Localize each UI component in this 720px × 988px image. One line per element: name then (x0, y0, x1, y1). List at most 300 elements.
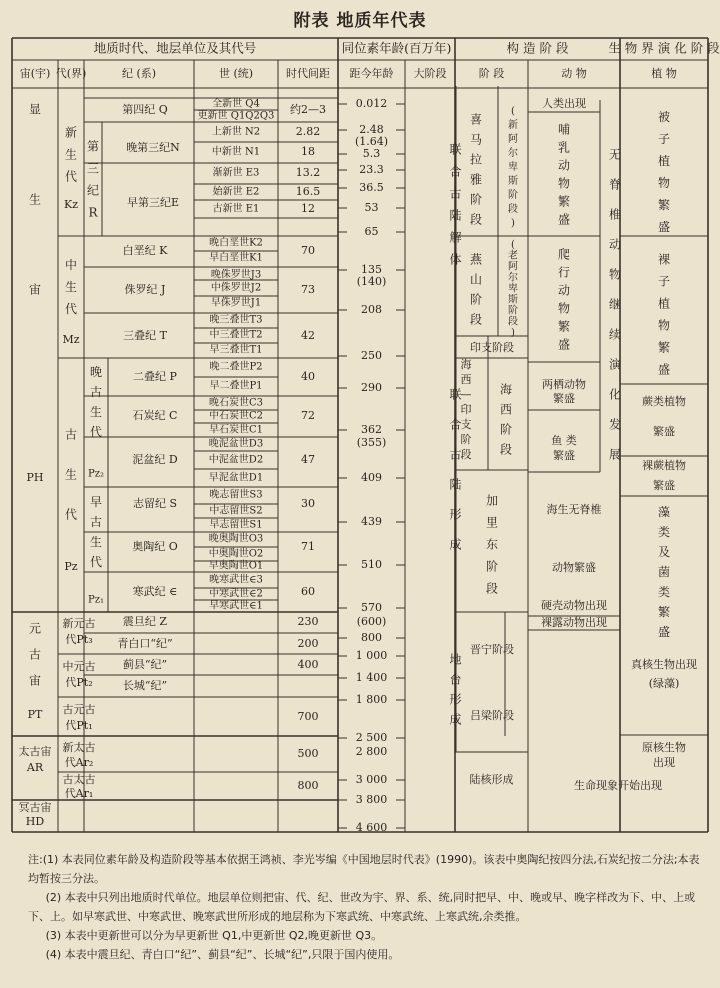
era-code-pt2: 代Pt₂ (65, 676, 93, 689)
age-26: 3 000 (355, 773, 388, 786)
age-22: 1 400 (355, 671, 388, 684)
svg-text:早: 早 (89, 495, 103, 509)
bio-naked: 裸露动物出现 (541, 616, 607, 629)
header-geologic-time: 地质时代、地层单位及其代号 (93, 40, 257, 56)
period-ordovician: 奥陶纪 O (132, 540, 178, 553)
svg-text:): ) (511, 327, 515, 339)
interval-10: 30 (301, 497, 315, 510)
svg-text:陆: 陆 (449, 208, 462, 223)
period-permian: 二叠纪 P (133, 370, 177, 383)
epoch-22: 早泥盆世D1 (208, 472, 264, 484)
svg-text:繁: 繁 (557, 319, 571, 334)
epoch-31: 早寒武世∈1 (209, 600, 263, 612)
epoch-30: 中寒武世∈2 (209, 588, 263, 600)
bio-eukaryotes: 真核生物出现 (631, 658, 697, 671)
svg-text:古: 古 (449, 186, 462, 201)
bio-shelled: 硬壳动物出现 (541, 599, 607, 612)
epoch-7: 晚白垩世K2 (209, 237, 263, 249)
age-23: 1 800 (355, 693, 388, 706)
interval-11: 71 (301, 540, 315, 553)
era-code-pz: Pz (64, 560, 78, 573)
period-tertiary (87, 140, 99, 220)
interval-7: 40 (301, 370, 315, 383)
svg-text:晚: 晚 (89, 365, 103, 379)
svg-text:东: 东 (485, 537, 499, 552)
svg-text:续: 续 (608, 327, 622, 342)
footnote-3: (3) 本表中更新世可以分为早更新世 Q1,中更新世 Q2,晚更新世 Q3。 (45, 929, 383, 942)
svg-text:盛: 盛 (657, 220, 671, 234)
svg-text:段: 段 (469, 312, 483, 327)
svg-text:段: 段 (508, 316, 518, 328)
header-major-stage: 大阶段 (413, 67, 447, 80)
svg-text:地: 地 (449, 652, 462, 667)
svg-text:生: 生 (89, 405, 103, 419)
svg-text:第: 第 (86, 139, 100, 154)
interval-q: 约2—3 (290, 103, 326, 116)
svg-text:三: 三 (86, 161, 100, 176)
era-code-pt3: 代Pt₃ (65, 633, 93, 646)
age-2: (1.64) (354, 135, 389, 148)
epoch-8: 早白垩世K1 (209, 252, 263, 264)
tectonic-new-alpine (508, 106, 518, 229)
tectonic-jinning: 晋宁阶段 (470, 643, 514, 656)
epoch-15: 晚二叠世P2 (209, 361, 263, 373)
svg-text:演: 演 (608, 357, 622, 372)
eon-code-hd: HD (25, 815, 45, 828)
svg-text:元: 元 (28, 621, 42, 636)
era-code-mz: Mz (62, 333, 80, 346)
age-11: 250 (361, 349, 382, 362)
eon-proterozoic (29, 622, 41, 688)
age-24: 2 500 (355, 731, 388, 744)
svg-text:支: 支 (460, 418, 472, 431)
bio-psilophytes: 裸蕨植物 (642, 459, 686, 472)
epoch-27: 中奥陶世O2 (208, 548, 264, 560)
svg-text:类: 类 (657, 585, 671, 599)
svg-text:阶: 阶 (469, 192, 483, 207)
epoch-16: 早二叠世P1 (209, 380, 263, 392)
svg-text:形: 形 (449, 692, 462, 707)
interval-12: 60 (301, 585, 315, 598)
page-title: 附表 地质年代表 (293, 11, 427, 31)
interval-n2: 2.82 (295, 125, 321, 138)
svg-text:繁: 繁 (657, 340, 671, 355)
svg-text:古: 古 (89, 515, 103, 529)
svg-text:阶: 阶 (508, 305, 518, 317)
bio-humans: 人类出现 (542, 97, 586, 110)
svg-text:盛: 盛 (557, 337, 571, 352)
eon-archean: 太古宙 (18, 745, 52, 758)
svg-text:老: 老 (508, 250, 518, 262)
age-7: 65 (364, 225, 379, 238)
svg-text:物: 物 (557, 301, 571, 316)
bio-life-origin: 生命现象开始出现 (574, 779, 662, 792)
era-code-pz2: Pz₂ (87, 468, 105, 480)
age-1: 2.48 (359, 123, 384, 136)
svg-text:古: 古 (64, 427, 78, 442)
age-5: 36.5 (359, 181, 384, 194)
svg-text:新: 新 (64, 125, 78, 140)
era-code-kz: Kz (63, 198, 79, 211)
svg-text:盛: 盛 (657, 625, 671, 639)
svg-text:形: 形 (449, 507, 462, 522)
svg-text:段: 段 (469, 212, 483, 227)
epoch-9: 晚侏罗世J3 (210, 269, 262, 281)
era-code-pt1: 代Pt₁ (65, 719, 93, 732)
epoch-0: 全新世 Q4 (212, 98, 260, 110)
svg-text:斯: 斯 (508, 294, 518, 306)
svg-text:陆: 陆 (449, 477, 462, 492)
svg-text:类: 类 (657, 525, 671, 539)
svg-text:海: 海 (499, 382, 513, 397)
tectonic-himalayan (470, 112, 482, 227)
bio-green-algae: (绿藻) (648, 677, 680, 690)
age-25: 2 800 (355, 745, 388, 758)
svg-text:卑: 卑 (508, 162, 518, 173)
interval-e2: 16.5 (295, 185, 321, 198)
epoch-12: 晚三叠世T3 (209, 314, 263, 326)
period-jurassic: 侏罗纪 J (124, 283, 166, 296)
svg-text:体: 体 (449, 252, 462, 267)
svg-text:物: 物 (608, 267, 622, 282)
svg-text:联: 联 (449, 142, 462, 157)
epoch-18: 中石炭世C2 (208, 410, 264, 422)
interval-n1: 18 (301, 145, 315, 158)
bio-ferns: 蕨类植物 (642, 395, 686, 408)
period-silurian: 志留纪 S (132, 497, 178, 510)
eon-code-pt: PT (27, 708, 43, 721)
interval-4: 70 (301, 244, 315, 257)
svg-text:阶: 阶 (485, 559, 499, 574)
svg-text:及: 及 (657, 545, 671, 559)
epoch-11: 早侏罗世J1 (210, 297, 262, 309)
header-period: 纪 (系) (121, 67, 157, 80)
epoch-24: 中志留世S2 (209, 505, 263, 517)
interval-18: 500 (297, 747, 319, 760)
svg-text:哺: 哺 (557, 122, 571, 137)
svg-text:段: 段 (499, 442, 513, 457)
svg-text:斯: 斯 (508, 176, 518, 187)
epoch-23: 晚志留世S3 (209, 489, 263, 501)
svg-text:代: 代 (64, 507, 78, 522)
period-triassic: 三叠纪 T (123, 329, 167, 342)
epoch-17: 晚石炭世C3 (208, 397, 264, 409)
tectonic-old-alpine (508, 240, 518, 339)
epoch-20: 晚泥盆世D3 (208, 438, 264, 450)
svg-text:阶: 阶 (469, 292, 483, 307)
era-paleozoic (65, 427, 77, 522)
bio-angiosperms (658, 109, 670, 234)
svg-text:繁: 繁 (657, 605, 671, 619)
era-paleoarchean: 古太古 (62, 773, 96, 786)
svg-text:): ) (511, 218, 515, 229)
bio-prokaryotes: 原核生物 (642, 741, 686, 754)
svg-text:海: 海 (460, 358, 472, 371)
epoch-2: 上新世 N2 (211, 126, 261, 138)
svg-text:阿: 阿 (508, 261, 518, 273)
svg-text:加: 加 (485, 493, 499, 508)
epoch-19: 早石炭世C1 (208, 424, 264, 436)
era-cenozoic (65, 126, 77, 184)
svg-text:解: 解 (449, 230, 462, 245)
epoch-4: 渐新世 E3 (212, 167, 260, 179)
bio-algae (658, 504, 670, 639)
age-12: 290 (361, 381, 382, 394)
tectonic-indosinian: 印支阶段 (470, 341, 514, 354)
age-6: 53 (364, 201, 379, 214)
age-15: 409 (361, 471, 382, 484)
svg-text:展: 展 (608, 447, 622, 462)
tectonic-nucleus-formation: 陆核形成 (469, 773, 514, 786)
svg-text:植: 植 (657, 154, 671, 168)
age-0: 0.012 (355, 97, 388, 110)
period-neogene: 晚第三纪N (126, 141, 180, 154)
svg-text:阶: 阶 (499, 422, 513, 437)
interval-9: 47 (301, 453, 315, 466)
svg-text:盛: 盛 (657, 362, 671, 377)
period-devonian: 泥盆纪 D (132, 453, 178, 466)
tectonic-hercynian (500, 383, 512, 457)
svg-text:阶: 阶 (508, 190, 518, 201)
era-mesoproterozoic: 中元古 (62, 660, 96, 673)
svg-text:代: 代 (89, 425, 103, 439)
tectonic-lvliang: 吕梁阶段 (470, 709, 514, 722)
svg-text:山: 山 (469, 272, 483, 287)
svg-text:古: 古 (89, 385, 103, 399)
svg-text:繁: 繁 (557, 194, 571, 209)
svg-text:阿: 阿 (508, 134, 518, 145)
age-14: (355) (356, 436, 387, 449)
epoch-5: 始新世 E2 (212, 186, 260, 198)
tectonic-hercynian-indosinian (461, 357, 472, 461)
bio-reptiles (558, 248, 570, 352)
age-19: (600) (356, 615, 387, 628)
header-age: 距今年龄 (349, 67, 394, 80)
epoch-1: 更新世 Q1Q2Q3 (197, 110, 275, 122)
bio-prokaryotes-2: 出现 (653, 756, 675, 769)
age-3: 5.3 (362, 147, 381, 160)
epoch-3: 中新世 N1 (211, 146, 261, 158)
svg-text:被: 被 (657, 110, 671, 124)
era-neoarchean: 新太古 (62, 741, 96, 754)
tectonic-yanshan (470, 252, 483, 327)
age-4: 23.3 (359, 163, 384, 176)
age-17: 510 (361, 558, 382, 571)
epoch-21: 中泥盆世D2 (208, 454, 264, 466)
svg-text:段: 段 (460, 448, 472, 461)
svg-text:尔: 尔 (508, 148, 518, 159)
footnotes (28, 850, 700, 964)
svg-text:马: 马 (469, 132, 483, 147)
svg-text:宙: 宙 (28, 673, 42, 688)
svg-text:宙: 宙 (28, 282, 42, 297)
svg-text:里: 里 (485, 515, 499, 530)
age-9: (140) (356, 275, 387, 288)
period-cambrian: 寒武纪 ∈ (132, 585, 178, 598)
interval-14: 200 (297, 637, 319, 650)
svg-text:动: 动 (608, 237, 622, 252)
header-biology: 生 物 界 演 化 阶 段 (608, 40, 720, 56)
period-paleogene: 早第三纪E (126, 196, 180, 209)
svg-text:继: 继 (608, 297, 622, 312)
svg-text:联: 联 (449, 387, 462, 402)
bio-amphibians: 两栖动物 (542, 378, 586, 391)
svg-text:子: 子 (657, 274, 671, 289)
svg-text:R: R (88, 205, 98, 220)
svg-text:植: 植 (657, 296, 671, 311)
age-10: 208 (361, 303, 382, 316)
interval-15: 400 (297, 658, 319, 671)
period-qingbaikou: 青白口“纪” (117, 637, 173, 650)
svg-text:动: 动 (557, 283, 571, 298)
svg-text:段: 段 (508, 204, 518, 215)
svg-text:藻: 藻 (657, 505, 671, 519)
era-mesozoic (65, 257, 77, 316)
epoch-6: 古新世 E1 (212, 203, 260, 215)
svg-text:段: 段 (485, 581, 499, 596)
footnote-1: 注:(1) 本表同位素年龄及构造阶段等基本依据王鸿祯、李光岑编《中国地层时代表》(1990)。该表中奥陶纪按四分法,石炭纪按二分法;本表均暂按三分法。 (28, 853, 700, 885)
header-isotope-age: 同位素年龄(百万年) (341, 40, 452, 56)
bio-marine-invertebrates-2: 动物繁盛 (552, 561, 596, 574)
interval-8: 72 (301, 409, 315, 422)
svg-text:子: 子 (657, 132, 671, 146)
header-era: 代(界) (55, 67, 87, 80)
svg-text:—: — (460, 388, 472, 401)
svg-text:古: 古 (449, 447, 462, 462)
period-sinian: 震旦纪 Z (122, 615, 168, 628)
epoch-14: 早三叠世T1 (209, 344, 263, 356)
period-quaternary: 第四纪 Q (122, 103, 168, 116)
era-paleoproterozoic: 古元古 (62, 703, 96, 716)
footnote-4: (4) 本表中震旦纪、青白口“纪”、蓟县“纪”、长城“纪”,只限于国内使用。 (45, 948, 400, 961)
epoch-10: 中侏罗世J2 (210, 282, 262, 294)
bio-gymnosperms (658, 253, 670, 377)
bio-fish-2: 繁盛 (553, 449, 575, 462)
header-eon: 宙(宇) (19, 67, 51, 80)
interval-e3: 13.2 (295, 166, 321, 179)
interval-5: 73 (301, 283, 315, 296)
eon-code-ph: PH (26, 471, 44, 484)
eon-code-ar: AR (26, 761, 44, 774)
svg-text:卑: 卑 (508, 283, 518, 295)
svg-text:合: 合 (449, 417, 462, 432)
svg-text:显: 显 (28, 102, 42, 117)
epoch-13: 中三叠世T2 (209, 329, 263, 341)
epoch-29: 晚寒武世∈3 (209, 574, 263, 586)
interval-e1: 12 (301, 202, 315, 215)
interval-6: 42 (301, 329, 315, 342)
svg-text:发: 发 (608, 417, 622, 432)
svg-text:成: 成 (449, 712, 462, 727)
period-carboniferous: 石炭纪 C (132, 409, 178, 422)
svg-text:燕: 燕 (469, 252, 483, 267)
svg-text:西: 西 (499, 402, 513, 417)
svg-text:西: 西 (460, 373, 472, 386)
svg-text:新: 新 (508, 120, 518, 131)
svg-text:拉: 拉 (469, 152, 483, 167)
header-interval: 时代间距 (286, 67, 330, 80)
svg-text:行: 行 (557, 265, 571, 280)
svg-text:菌: 菌 (657, 565, 671, 579)
svg-text:繁: 繁 (657, 198, 671, 212)
svg-text:生: 生 (28, 192, 42, 207)
interval-17: 700 (297, 710, 319, 723)
header-stage: 阶 段 (478, 67, 505, 80)
svg-text:乳: 乳 (557, 140, 571, 155)
bio-mammals (558, 122, 570, 227)
bio-fish: 鱼 类 (551, 434, 577, 447)
era-neoproterozoic: 新元古 (62, 617, 96, 630)
period-jixian: 蓟县“纪” (122, 658, 168, 671)
svg-text:(: ( (511, 106, 515, 117)
svg-text:化: 化 (608, 387, 622, 402)
svg-text:物: 物 (557, 176, 571, 191)
svg-text:裸: 裸 (657, 252, 671, 267)
svg-text:代: 代 (64, 169, 78, 184)
svg-text:(: ( (511, 239, 515, 251)
era-code-ar1: 代Ar₁ (64, 787, 94, 800)
header-tectonic: 构 造 阶 段 (506, 40, 569, 56)
era-code-ar2: 代Ar₂ (64, 756, 94, 769)
header-epoch: 世 (统) (218, 67, 254, 80)
svg-text:代: 代 (89, 555, 103, 569)
era-late-paleozoic (90, 365, 102, 439)
svg-text:成: 成 (449, 537, 462, 552)
bio-amphibians-2: 繁盛 (553, 392, 575, 405)
svg-text:脊: 脊 (608, 177, 622, 192)
svg-text:生: 生 (64, 147, 78, 162)
age-13: 362 (361, 423, 382, 436)
age-21: 1 000 (355, 649, 388, 662)
age-28: 4 600 (355, 821, 388, 834)
age-16: 439 (361, 515, 382, 528)
svg-text:椎: 椎 (608, 207, 622, 222)
bio-ferns-2: 繁盛 (653, 425, 675, 438)
svg-text:生: 生 (64, 280, 78, 294)
tectonic-caledonian (486, 493, 498, 596)
svg-text:生: 生 (64, 467, 78, 482)
age-18: 570 (361, 601, 382, 614)
svg-text:爬: 爬 (557, 247, 571, 262)
svg-text:盛: 盛 (557, 212, 571, 227)
interval-19: 800 (297, 779, 319, 792)
period-changcheng: 长城“纪” (122, 679, 168, 692)
interval-13: 230 (297, 615, 319, 628)
eon-hadean: 冥古宙 (18, 801, 52, 814)
bio-psilophytes-2: 繁盛 (653, 479, 675, 492)
eon-phanerozoic (29, 103, 41, 297)
header-animals: 动 物 (561, 67, 587, 80)
age-8: 135 (361, 263, 382, 276)
footnote-2: (2) 本表中只列出地质时代单位。地层单位则把宙、代、纪、世改为宇、界、系、统,同时把早、中、晚或早、晚字样改为下、中、上或下、上。如早寒武世、中寒武世、晚寒武世所形成的地层称为下寒武统、中寒武统、上寒武统,余类推。 (28, 891, 696, 923)
svg-text:喜: 喜 (469, 112, 483, 127)
svg-text:代: 代 (64, 302, 78, 316)
svg-text:阶: 阶 (460, 433, 472, 446)
bio-marine-invertebrates: 海生无脊椎 (546, 503, 602, 516)
svg-text:合: 合 (449, 164, 462, 179)
period-cretaceous: 白垩纪 K (122, 244, 168, 257)
age-20: 800 (361, 631, 382, 644)
era-code-pz1: Pz₁ (87, 594, 105, 606)
svg-text:动: 动 (557, 158, 571, 173)
svg-text:生: 生 (89, 535, 103, 549)
svg-text:尔: 尔 (508, 272, 518, 284)
epoch-28: 早奥陶世O1 (208, 560, 264, 572)
svg-text:物: 物 (657, 176, 671, 190)
header-plants: 植 物 (651, 67, 677, 80)
epoch-25: 早志留世S1 (209, 519, 263, 531)
svg-text:古: 古 (28, 647, 42, 662)
